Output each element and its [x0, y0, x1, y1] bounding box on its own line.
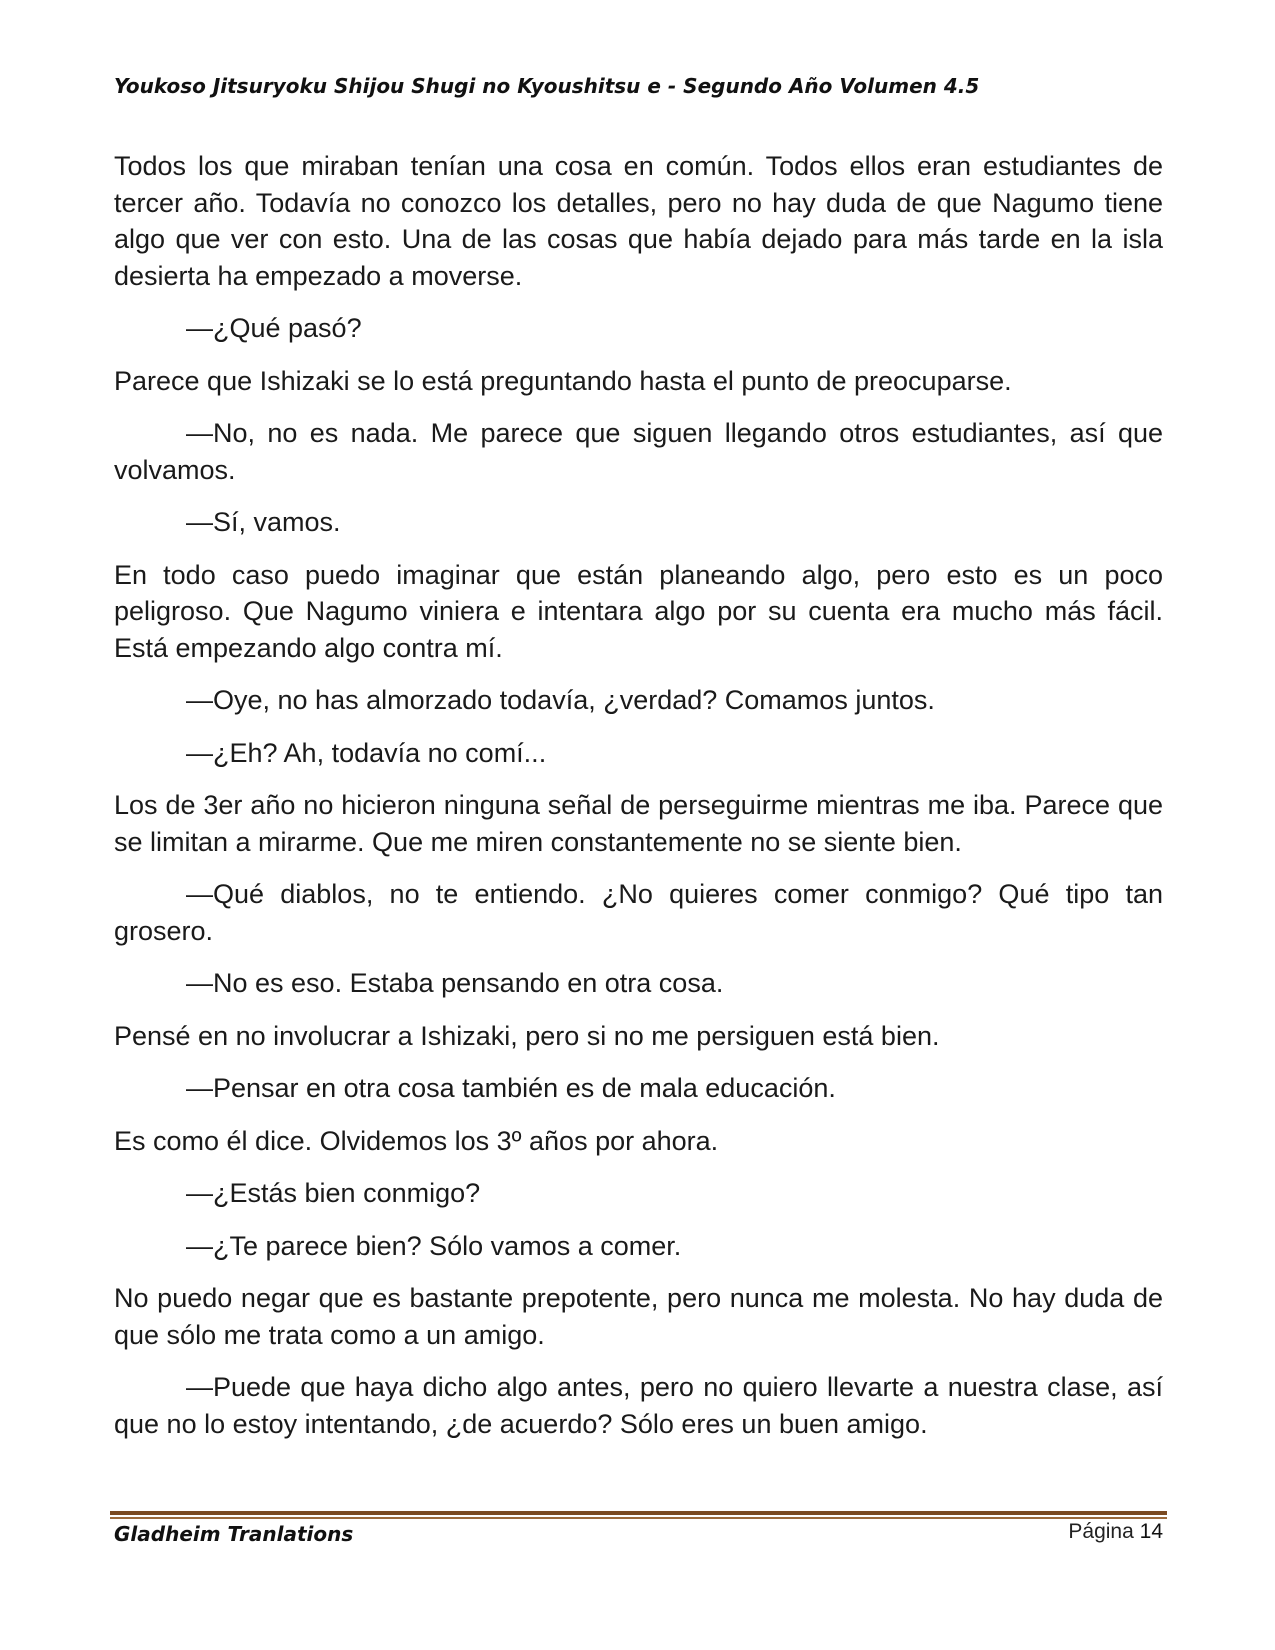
- paragraph: Todos los que miraban tenían una cosa en común. Todos ellos eran estudiantes de tercer año. Todavía no conozco los detalles, pero no hay duda de que Nagumo tiene algo que ver con esto. Una de las cosas que había dejado para más tarde en la isla desierta ha empezado a moverse.: [114, 151, 1163, 291]
- dialogue-line: —¿Estás bien conmigo?: [186, 1178, 481, 1208]
- running-header: Youkoso Jitsuryoku Shijou Shugi no Kyoushitsu e - Segundo Año Volumen 4.5: [114, 74, 980, 98]
- dialogue-line: —Pensar en otra cosa también es de mala educación.: [186, 1073, 836, 1103]
- dialogue-line: —¿Eh? Ah, todavía no comí...: [186, 737, 547, 768]
- footer-credit: Gladheim Tranlations: [114, 1522, 354, 1546]
- paragraph: Parece que Ishizaki se lo está preguntando hasta el punto de preocuparse.: [114, 365, 1012, 396]
- dialogue-line: —Sí, vamos.: [186, 507, 341, 537]
- footer-rule: [110, 1511, 1167, 1519]
- dialogue-line: —Puede que haya dicho algo antes, pero no quiero llevarte a nuestra clase, así que no lo estoy intentando, ¿de acuerdo? Sólo eres un buen amigo.: [114, 1372, 1163, 1439]
- footer-rule-thick: [110, 1511, 1167, 1515]
- dialogue-line: —Qué diablos, no te entiendo. ¿No quieres comer conmigo? Qué tipo tan grosero.: [114, 879, 1163, 946]
- paragraph: Pensé en no involucrar a Ishizaki, pero si no me persiguen está bien.: [114, 1020, 940, 1051]
- paragraph: En todo caso puedo imaginar que están planeando algo, pero esto es un poco peligroso. Que Nagumo viniera e intentara algo por su cuenta era mucho más fácil. Está empezando algo contra mí.: [114, 559, 1163, 663]
- dialogue-line: —¿Qué pasó?: [186, 313, 362, 343]
- paragraph: No puedo negar que es bastante prepotente, pero nunca me molesta. No hay duda de que sólo me trata como a un amigo.: [114, 1283, 1163, 1350]
- dialogue-line: —¿Te parece bien? Sólo vamos a comer.: [186, 1230, 682, 1261]
- dialogue-line: —No, no es nada. Me parece que siguen llegando otros estudiantes, así que volvamos.: [114, 418, 1163, 485]
- dialogue-line: —Oye, no has almorzado todavía, ¿verdad? Comamos juntos.: [186, 685, 935, 715]
- body-text: [114, 148, 1163, 1458]
- paragraph: Es como él dice. Olvidemos los 3º años por ahora.: [114, 1125, 719, 1156]
- page-number-value: 14: [1139, 1520, 1163, 1543]
- footer-rule-thin: [110, 1517, 1167, 1519]
- dialogue-line: —No es eso. Estaba pensando en otra cosa.: [186, 968, 724, 998]
- paragraph: Los de 3er año no hicieron ninguna señal de perseguirme mientras me iba. Parece que se limitan a mirarme. Que me miren constantemente no se siente bien.: [114, 790, 1163, 857]
- page-number: [1068, 1520, 1163, 1544]
- page-label: Página: [1068, 1520, 1134, 1543]
